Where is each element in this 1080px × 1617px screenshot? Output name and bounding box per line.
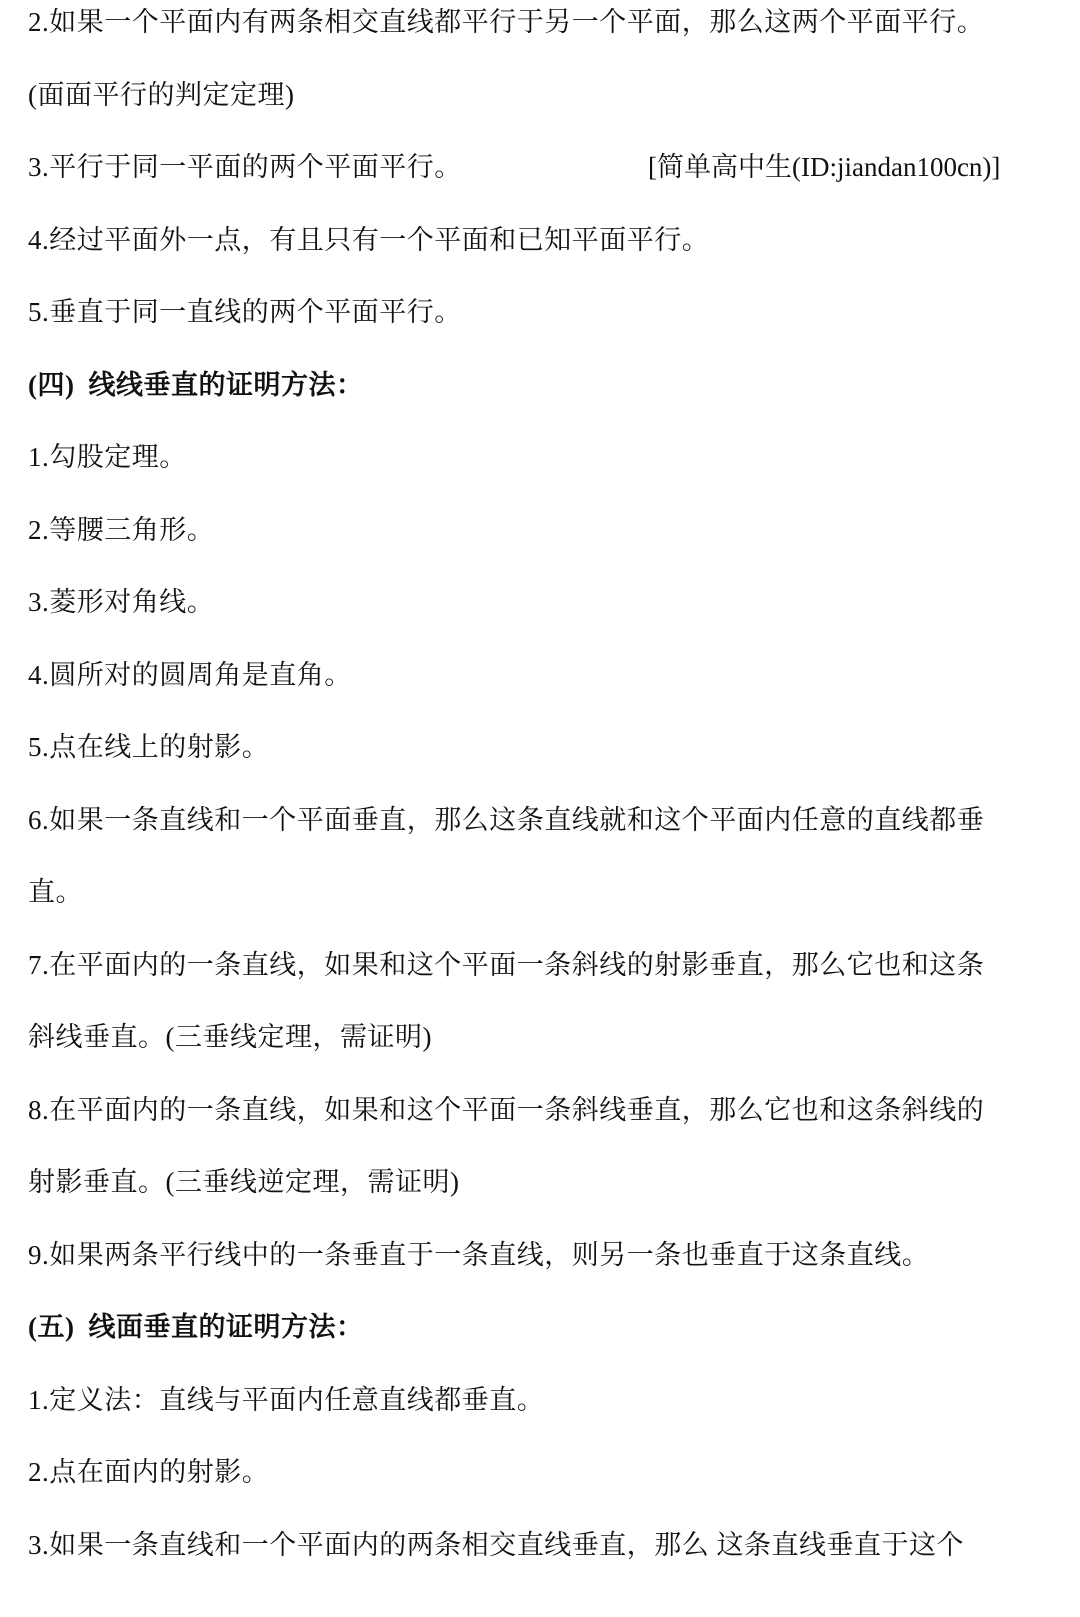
text-line: 2.点在面内的射影。 <box>28 1457 270 1487</box>
section-heading <box>28 369 1020 401</box>
text-line: (面面平行的判定定理) <box>28 80 295 110</box>
text-line: 4.经过平面外一点，有且只有一个平面和已知平面平行。 <box>28 225 710 255</box>
text-line: 斜线垂直。(三垂线定理，需证明) <box>28 1022 432 1052</box>
text-line: 5.点在线上的射影。 <box>28 732 270 762</box>
text-line: 8.在平面内的一条直线，如果和这个平面一条斜线垂直，那么它也和这条斜线的 <box>28 1095 985 1125</box>
text-line: 3.如果一条直线和一个平面内的两条相交直线垂直，那么 这条直线垂直于这个 <box>28 1530 964 1560</box>
text-line: 3.菱形对角线。 <box>28 587 215 617</box>
text-line: 直。 <box>28 877 83 907</box>
text-line: 2.如果一个平面内有两条相交直线都平行于另一个平面，那么这两个平面平行。 <box>28 7 985 37</box>
section-title: 线线垂直的证明方法： <box>88 370 364 400</box>
text-line: 6.如果一条直线和一个平面垂直，那么这条直线就和这个平面内任意的直线都垂 <box>28 805 985 835</box>
section-heading <box>28 1311 1020 1343</box>
source-note: [简单高中生(ID:jiandan100cn)] <box>648 152 1001 182</box>
text-line: 7.在平面内的一条直线，如果和这个平面一条斜线的射影垂直，那么它也和这条 <box>28 950 985 980</box>
section-title: 线面垂直的证明方法： <box>88 1312 364 1342</box>
text-line: 9.如果两条平行线中的一条垂直于一条直线，则另一条也垂直于这条直线。 <box>28 1240 930 1270</box>
section-number: (五) <box>28 1312 75 1342</box>
text-line: 5.垂直于同一直线的两个平面平行。 <box>28 297 462 327</box>
text-line: 4.圆所对的圆周角是直角。 <box>28 660 352 690</box>
text-line: 1.勾股定理。 <box>28 442 187 472</box>
text-line: 2.等腰三角形。 <box>28 515 215 545</box>
text-line: 3.平行于同一平面的两个平面平行。 <box>28 152 462 182</box>
text-line: 射影垂直。(三垂线逆定理，需证明) <box>28 1167 460 1197</box>
section-number: (四) <box>28 370 75 400</box>
text-line: 1.定义法：直线与平面内任意直线都垂直。 <box>28 1385 545 1415</box>
